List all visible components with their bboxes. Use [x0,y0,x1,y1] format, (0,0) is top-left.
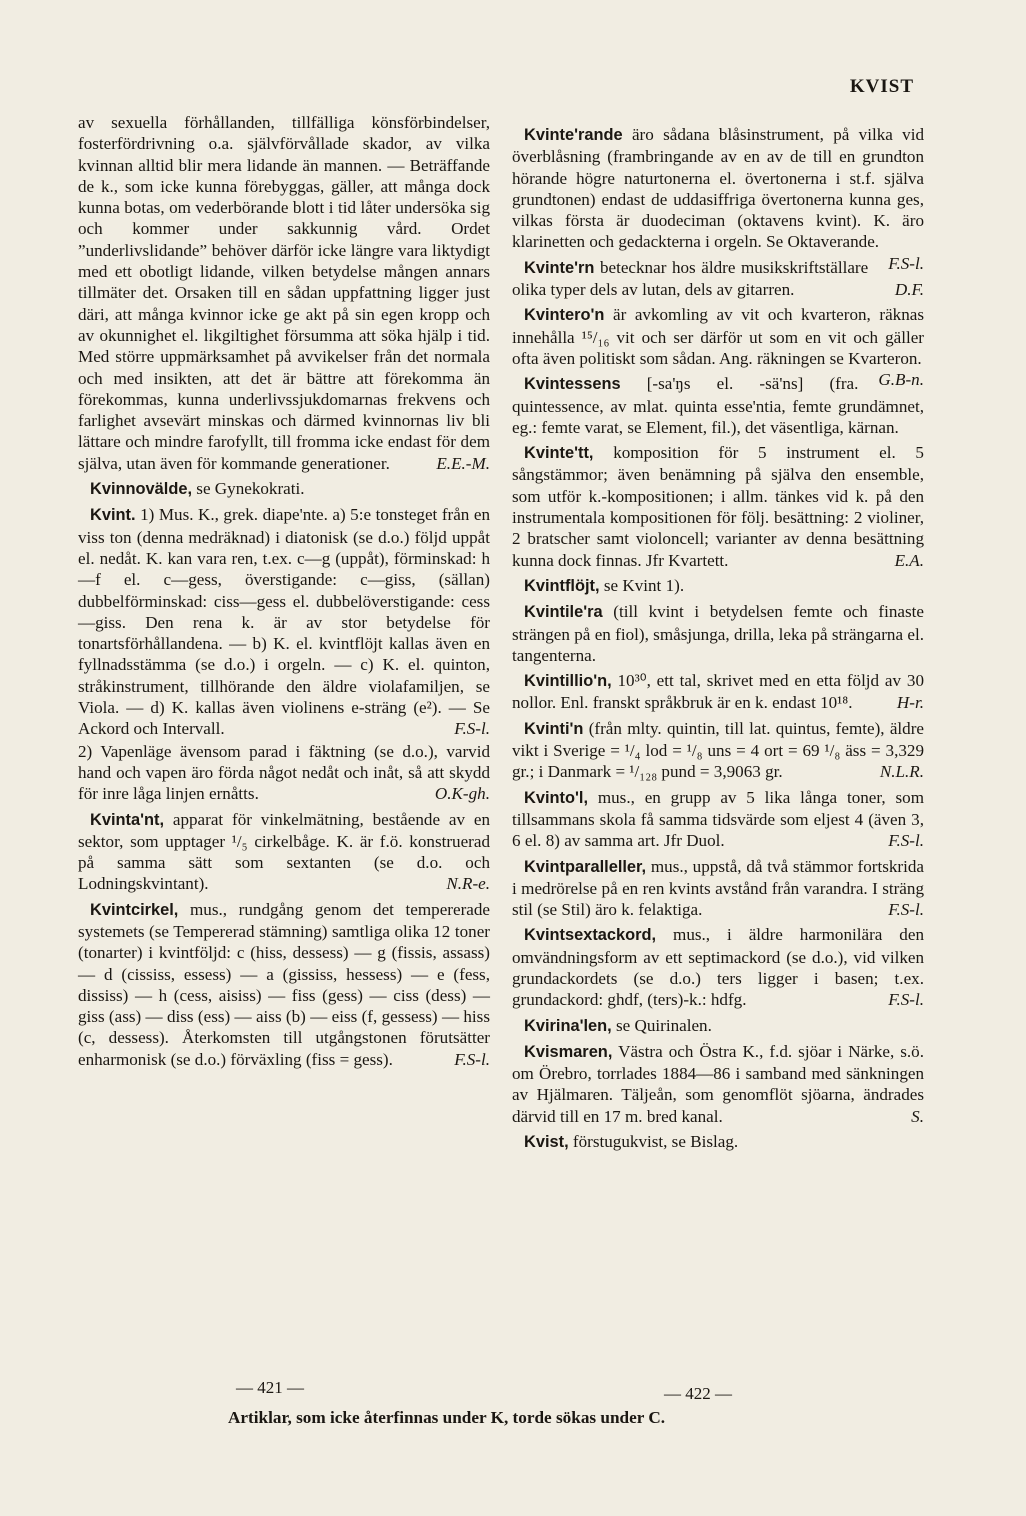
dictionary-entry [78,504,490,739]
dictionary-entry [512,1131,924,1153]
entry-text: (från mlty. quintin, till lat. quintus, femte), äldre vikt i Sverige = ¹/₄ lod = ¹/₈ uns = 4 ort = 69 ¹/₈ äss = 3,329 gr.; i Danmark = ¹/₁₂₈ pund = 3,9063 gr. [512,718,924,782]
dictionary-entry [78,478,490,500]
entry-headword: Kvintessens [524,375,621,394]
entry-signature: S. [911,1106,924,1126]
entry-signature: E.A. [894,550,924,570]
dictionary-entry [512,787,924,852]
entry-headword: Kvinnovälde, [90,480,193,499]
entry-headword: Kvirina'len, [524,1016,612,1035]
entry-text: äro sådana blåsinstrument, på vilka vid överblåsning (frambringande av en av de till en grundton hörande högre naturtonerna el. övertonerna i st.f. själva grundtonen) endast de uddasiffriga övertonerna kunna ges, vilkas första är duodeciman (oktavens kvint). K. äro klarinetten och gedackterna i orgeln. Se Oktaverande. [512,125,924,252]
entry-text: mus., i äldre harmonilära den omvändningsform av ett septimackord (se d.o.), vid vilken grundackordets (se d.o.) ters ligger i basen; t.ex. grundackord: ghdf, (ters)-k.: hdfg. [512,925,924,1010]
entry-headword: Kvinti'n [524,719,584,738]
entry-headword: Kvintero'n [524,306,605,325]
entry-text: [-sa'ŋs el. -sä'ns] (fra. quintessence, av mlat. quinta esse'ntia, femte grundämnet, eg.: femte varat, se Element, fil.), det väsentliga, kärnan. [512,374,924,437]
entry-headword: Kvintcirkel, [90,900,179,919]
entry-headword: Kvist, [524,1133,569,1152]
left-column [78,112,490,1071]
entry-signature: E.E.-M. [436,453,490,473]
dictionary-entry [78,741,490,805]
entry-text: se Gynekokrati. [196,479,305,499]
entry-headword: Kvintsextackord, [524,926,657,945]
entry-text: mus., en grupp av 5 lika långa toner, som tillsammans skola få samma tidsvärde som eljest 4 (även 3, 6 el. 8) av samma art. Jfr Duol. [512,787,924,851]
page-number-right: — 422 — [664,1384,732,1403]
entry-signature: F.S-l. [888,831,924,851]
right-column [512,120,924,1154]
entry-headword: Kvintile'ra [524,603,603,622]
entry-text: Västra och Östra K., f.d. sjöar i Närke, s.ö. om Örebro, torrlades 1884—86 i samband med sänkningen av Hjälmaren. Täljeån, som genomflöt sjöarna, ändrades därvid till en 17 m. bred kanal. [512,1041,924,1126]
entry-signature: N.L.R. [879,762,924,782]
entry-signature: F.S-l. [888,253,924,273]
entry-text: apparat för vinkelmätning, bestående av en sektor, som upptager ¹/₅ cirkelbåge. K. är f.ö. konstruerad på samma sätt som sextanten (se d.o. och Lodningskvintant). [78,809,490,894]
dictionary-entry [512,442,924,571]
dictionary-entry [512,856,924,921]
footer-note: Artiklar, som icke återfinnas under K, torde sökas under C. [228,1408,666,1427]
entry-signature: F.S-l. [888,900,924,920]
dictionary-entry [78,112,490,474]
dictionary-entry [512,670,924,714]
entry-text: förstugukvist, se Bislag. [572,1132,739,1152]
entry-headword: Kvinte'rande [524,126,623,144]
entry-signature: N.R-e. [446,874,490,894]
entry-headword: Kvinto'l, [524,788,588,807]
entry-headword: Kvinte'rn [524,258,595,277]
entry-headword: Kvinta'nt, [90,810,165,829]
entry-text: (till kvint i betydelsen femte och finaste strängen på en fiol), småsjunga, drilla, leka på strängarna el. tangenterna. [512,602,924,665]
entry-headword: Kvismaren, [524,1042,613,1061]
entry-headword: Kvint. [90,506,136,525]
page-number-left: — 421 — [236,1378,304,1397]
dictionary-entry [78,899,490,1070]
entry-text: betecknar hos äldre musikskriftställare olika typer dels av lutan, dels av gitarren. [512,257,869,300]
dictionary-entry [512,924,924,1010]
entry-signature: O.K-gh. [434,784,490,804]
entry-headword: Kvintillio'n, [524,672,612,691]
entry-text: se Quirinalen. [615,1015,712,1035]
entry-text: mus., rundgång genom det tempererade systemets (se Tempererad stämning) samtliga olika 12 toner (tonarter) i kvintföljd: c (hiss, dessess) — g (fissis, assass) — d (cississ, essess) — a (gississ, hessess) — e (fess, dississ) — h (cess, aisiss) — fiss (gess) — ciss (dess) — giss (ass) — diss (ess) — aiss (b) — eiss (f, gessess) — hiss (c, dessess). Återkomsten till utgångstonen förutsätter enharmonisk (se d.o.) förväxling (fiss = gess). [78,899,491,1069]
entry-headword: Kvinte'tt, [524,444,594,463]
entry-text: 2) Vapenläge ävensom parad i fäktning (se d.o.), varvid hand och vapen äro förda något nedåt och inåt, så att skydd för inre låga linjen ernåtts. [78,741,490,804]
entry-text: är avkomling av vit och kvarteron, räknas innehålla ¹⁵/₁₆ vit och ser därför ut som en vit och gäller ofta även politiskt som sådan. Ang. räkningen se Kvarteron. [512,305,925,368]
dictionary-entry [512,718,924,783]
dictionary-entry [512,257,924,301]
dictionary-entry [78,809,490,895]
dictionary-entry [512,601,924,666]
dictionary-entry [512,575,924,597]
entry-text: 10³⁰, ett tal, skrivet med en etta följd av 30 nollor. Enl. franskt språkbruk är en k. endast 10¹⁸. [512,671,924,713]
running-head: KVIST [849,76,914,97]
dictionary-entry [512,1015,924,1037]
entry-signature: H-r. [896,693,924,713]
entry-text: komposition för 5 instrument el. 5 sångstämmor; även benämning på själva den ensemble, som utför k.-kompositionen; i allm. tänkes vid k. på den instrumentala kompositionen för följ. besättning: 2 violiner, 2 bratscher samt violoncell; varianter av denna besättning kunna dock finnas. Jfr Kvartett. [512,443,924,570]
entry-text: se Kvint 1). [603,575,685,595]
entry-text: 1) Mus. K., grek. diape'nte. a) 5:e tonsteget från en viss ton (denna medräknad) i diatonisk (se d.o.) följd uppåt el. nedåt. K. kan vara ren, t.ex. c—g (uppåt), förminskad: h—f el. c—gess, överstigande: c—giss, (sällan) dubbelförminskad: ciss—gess el. dubbelöverstigande: cess—giss. Den rena k. är av stor betydelse för tonartsförhållandena. — b) K. el. kvintflöjt kallas även en fyllnadsstämma (se d.o.) i orgeln. — c) K. el. quinton, stråkinstrument, tillhörande den äldre violafamiljen, se Viola. — d) K. kallas även violinens e-sträng (e²). — Se Ackord och Intervall. [78,505,490,739]
entry-signature: F.S-l. [888,990,924,1010]
dictionary-entry [512,1041,924,1127]
entry-headword: Kvintflöjt, [524,576,600,595]
entry-signature: G.B-n. [878,370,924,390]
entry-signature: F.S-l. [454,719,490,739]
entry-headword: Kvintparalleller, [524,857,647,876]
entry-signature: D.F. [894,280,924,300]
entry-signature: F.S-l. [454,1049,490,1069]
entry-text: av sexuella förhållanden, tillfälliga könsförbindelser, fosterfördrivning o.a. självförvållade skador, av vilka kvinnan alltid blir mera lidande än mannen. — Beträffande de k., som icke kunna förebyggas, gäller, att många dock kunna botas, om vederbörande blott i tid låter undersöka sig och kommer under sakkunnig vård. Ordet ”underlivslidande” behöver därför icke längre vara liktydigt med ett obotligt lidande, vilken betydelse mången annars tillmäter det. Orsaken till en sådan uppfattning ligger just däri, att många kvinnor icke ge akt på sin egen kropp och av okunnighet el. likgiltighet försumma att söka hjälp i tid. Med större uppmärksamhet på avvikelser från det normala och med insikten, att det är bättre att förekomma än förekommas, kunna underlivssjukdomarnas frekvens och farlighet avsevärt minskas och därmed kvinnornas liv bli lättare och mindre farofyllt, till fromma icke endast för dem själva, utan även för kommande generationer. [78,113,490,473]
entry-text: mus., uppstå, då två stämmor fortskrida i medrörelse på en ren kvints avstånd från varandra. I sträng stil (se Stil) äro k. felaktiga. [512,856,924,920]
